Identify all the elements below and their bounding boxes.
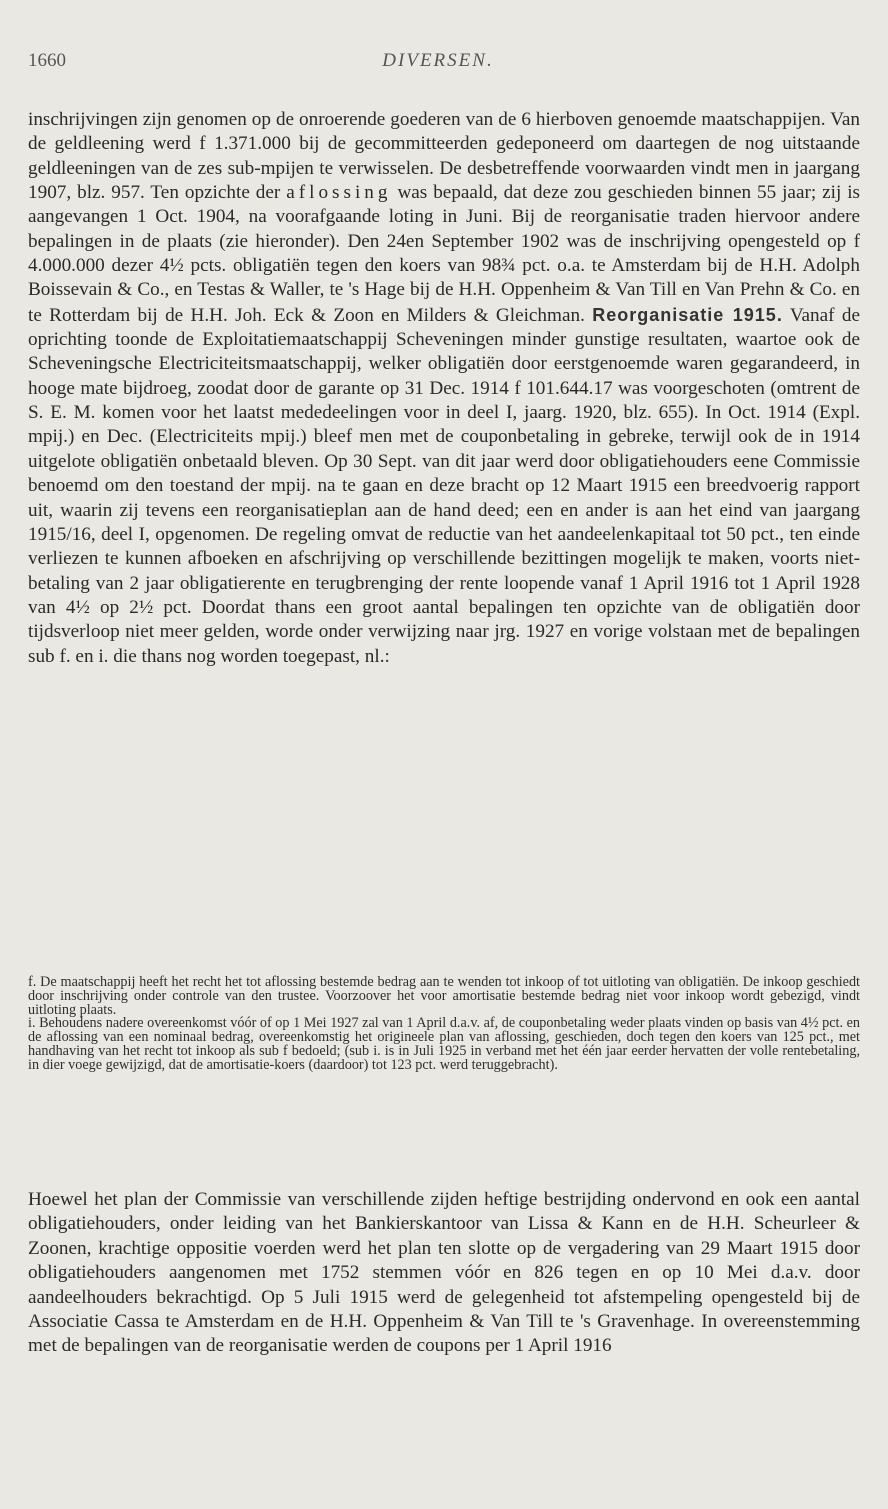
- paragraph-1-part-a: inschrijvingen zijn genomen op de onroerende goederen van de 6 hierboven genoemde maatschappijen. Van de geldleening werd f 1.371.000 bij de gecommitteerden gedeponeerd om daartegen de nog uitstaande geldleeningen van de zes sub-mpijen te verwisselen. De desbetreffende voorwaarden vindt men in jaargang 1907, blz. 957. Ten opzichte der: [28, 109, 860, 204]
- paragraph-2-text: Hoewel het plan der Commissie van verschillende zijden heftige bestrijding ondervond en ook een aantal obligatiehouders, onder leiding van het Bankierskantoor van Lissa & Kann en de H.H. Scheurleer & Zoonen, krachtige oppositie voerden werd het plan ten slotte op de vergadering van 29 Maart 1915 door obligatiehouders aangenomen met 1752 stemmen vóór en 826 tegen en op 10 Mei d.a.v. door aandeelhouders bekrachtigd. Op 5 Juli 1915 werd de gelegenheid tot afstempeling opengesteld bij de Associatie Cassa te Amsterdam en de H.H. Oppenheim & Van Till te 's Gravenhage. In overeenstemming met de bepalingen van de reorganisatie werden de coupons per 1 April 1916: [28, 1189, 860, 1357]
- page-number: 1660: [28, 50, 66, 71]
- note-f: f. De maatschappij heeft het recht het tot aflossing bestemde bedrag aan te wenden tot inkoop of tot uitloting van obligatiën. De inkoop geschiedt door inschrijving onder controle van den trustee. Voorzoover het voor amortisatie bestemde bedrag niet voor inkoop wordt gebezigd, vindt uitloting plaats.: [28, 974, 860, 1018]
- running-title: DIVERSEN.: [382, 50, 494, 71]
- section-heading: Reorganisatie 1915.: [592, 304, 783, 325]
- body-paragraph-1: [28, 108, 860, 669]
- footnote-block: [28, 976, 860, 1073]
- paragraph-1-part-c: Vanaf de oprichting toonde de Exploitatiemaatschappij Scheveningen minder gunstige resultaten, waartoe ook de Scheveningsche Electriciteitsmaatschappij, welker obligatiën door eerstgenoemde waren gegarandeerd, in hooge mate bijdroeg, zoodat door de garante op 31 Dec. 1914 f 101.644.17 was voorgeschoten (omtrent de S. E. M. komen voor het laatst mededeelingen voor in deel I, jaarg. 1920, blz. 655). In Oct. 1914 (Expl. mpij.) en Dec. (Electriciteits mpij.) bleef men met de couponbetaling in gebreke, terwijl ook de in 1914 uitgelote obligatiën onbetaald bleven. Op 30 Sept. van dit jaar werd door obligatiehouders eene Commissie benoemd om den toestand der mpij. na te gaan en deze bracht op 12 Maart 1915 een breedvoerig rapport uit, waarin zij tevens een reorganisatieplan aan de hand deed; een en ander is aan het eind van jaargang 1915/16, deel I, opgenomen. De regeling omvat de reductie van het aandeelenkapitaal tot 50 pct., ten einde verliezen te kunnen afboeken en afschrijving op verschillende bezittingen mogelijk te maken, voorts niet-betaling van 2 jaar obligatierente en terugbrenging der rente loopende vanaf 1 April 1916 tot 1 April 1928 van 4½ op 2½ pct. Doordat thans een groot aantal bepalingen ten opzichte van de obligatiën door tijdsverloop niet meer gelden, worde onder verwijzing naar jrg. 1927 en vorige volstaan met de bepalingen sub f. en i. die thans nog worden toegepast, nl.:: [28, 304, 860, 667]
- paragraph-1-part-b: was bepaald, dat deze zou geschieden binnen 55 jaar; zij is aangevangen 1 Oct. 1904, na voorafgaande loting in Juni. Bij de reorganisatie traden hiervoor andere bepalingen in de plaats (zie hieronder). Den 24en September 1902 was de inschrijving opengesteld op f 4.000.000 dezer 4½ pcts. obligatiën tegen den koers van 98¾ pct. o.a. te Amsterdam bij de H.H. Adolph Boissevain & Co., en Testas & Waller, te 's Hage bij de H.H. Oppenheim & Van Till en Van Prehn & Co. en te Rotterdam bij de H.H. Joh. Eck & Zoon en Milders & Gleichman.: [28, 182, 861, 326]
- emphasis-aflossing: aflossing: [286, 182, 392, 204]
- page-header: [28, 50, 848, 80]
- note-i: i. Behoudens nadere overeenkomst vóór of op 1 Mei 1927 zal van 1 April d.a.v. af, de couponbetaling weder plaats vinden op basis van 4½ pct. en de aflossing van een nominaal bedrag, overeenkomstig het origineele plan van aflossing, geschieden, doch tegen den koers van 125 pct., met handhaving van het recht tot inkoop als sub f bedoeld; (sub i. is in Juli 1925 in verband met het één jaar eerder hervatten der volle rentebetaling, in dier voege gewijzigd, dat de amortisatie-koers (daardoor) tot 123 pct. werd teruggebracht).: [28, 1015, 860, 1073]
- body-paragraph-2: [28, 1188, 860, 1359]
